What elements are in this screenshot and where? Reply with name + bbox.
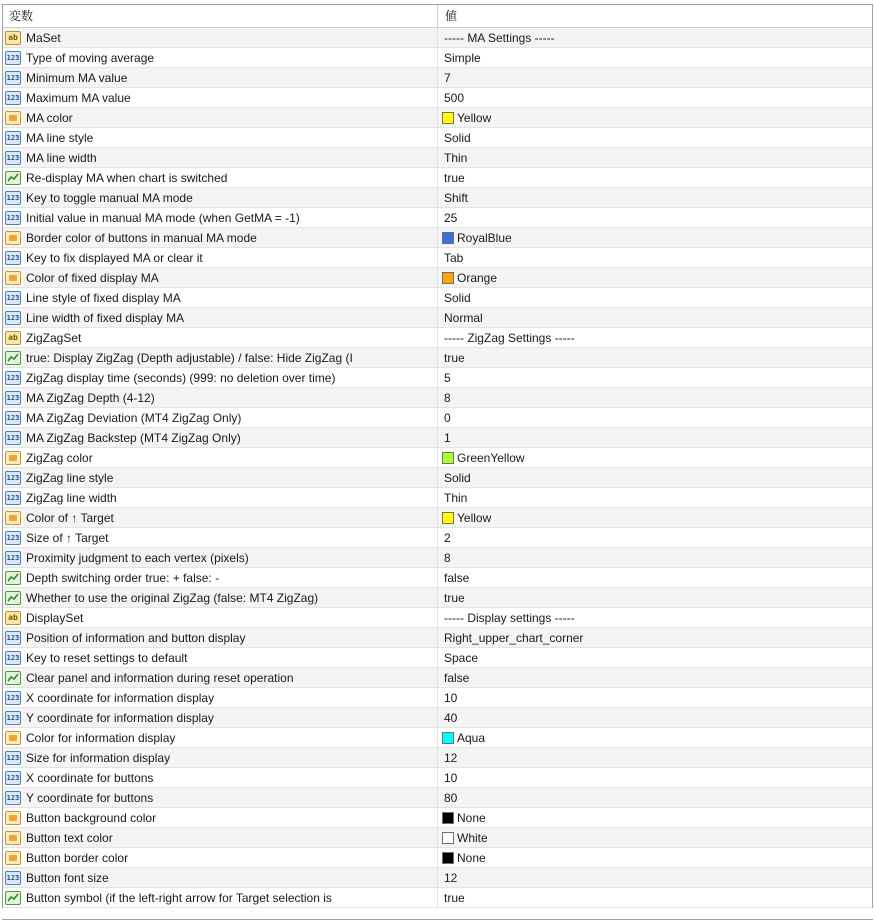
table-row[interactable]: [3, 68, 872, 88]
variable-column-header[interactable]: 変数: [3, 5, 438, 27]
variable-cell[interactable]: [3, 528, 438, 547]
table-row[interactable]: [3, 348, 872, 368]
variable-cell[interactable]: [3, 488, 438, 507]
table-row[interactable]: [3, 768, 872, 788]
table-row[interactable]: [3, 628, 872, 648]
table-row[interactable]: [3, 468, 872, 488]
variable-cell[interactable]: [3, 188, 438, 207]
variable-value: 80: [444, 790, 458, 805]
number-type-icon: 123: [5, 531, 21, 545]
value-cell[interactable]: [438, 388, 872, 407]
value-cell[interactable]: [438, 708, 872, 727]
variable-cell[interactable]: [3, 328, 438, 347]
variable-value: Thin: [444, 490, 468, 505]
color-type-icon: [5, 231, 21, 245]
table-row[interactable]: [3, 508, 872, 528]
value-cell[interactable]: [438, 408, 872, 427]
table-row[interactable]: [3, 208, 872, 228]
variable-name: DisplaySet: [26, 610, 84, 625]
bool-type-icon: [5, 591, 21, 605]
variable-cell[interactable]: [3, 348, 438, 367]
variable-name: Size for information display: [26, 750, 171, 765]
number-type-icon: 123: [5, 771, 21, 785]
value-cell[interactable]: [438, 448, 872, 467]
variable-cell[interactable]: [3, 708, 438, 727]
variable-cell[interactable]: [3, 688, 438, 707]
value-column-header[interactable]: 値: [445, 9, 458, 23]
variable-value: Right_upper_chart_corner: [444, 630, 584, 645]
variable-name: Button background color: [26, 810, 157, 825]
variable-value: 8: [444, 550, 451, 565]
value-cell[interactable]: [438, 468, 872, 487]
color-swatch: [442, 112, 454, 124]
variable-cell[interactable]: [3, 848, 438, 867]
variable-value: 10: [444, 770, 458, 785]
variable-value: None: [457, 850, 486, 865]
variable-cell[interactable]: [3, 648, 438, 667]
number-type-icon: 123: [5, 51, 21, 65]
variable-value: 25: [444, 210, 458, 225]
variable-name: Depth switching order true: + false: -: [26, 570, 220, 585]
number-type-icon: 123: [5, 631, 21, 645]
variable-name: Proximity judgment to each vertex (pixels): [26, 550, 249, 565]
variable-cell[interactable]: [3, 808, 438, 827]
table-bottom-border: [2, 919, 873, 920]
table-row[interactable]: [3, 868, 872, 888]
string-type-icon: ab: [5, 611, 21, 625]
number-type-icon: 123: [5, 431, 21, 445]
table-row[interactable]: [3, 668, 872, 688]
variable-value: ----- Display settings -----: [444, 610, 575, 625]
variable-value: RoyalBlue: [457, 230, 512, 245]
color-type-icon: [5, 831, 21, 845]
value-cell[interactable]: [438, 308, 872, 327]
table-row[interactable]: [3, 828, 872, 848]
color-type-icon: [5, 511, 21, 525]
value-cell[interactable]: [438, 288, 872, 307]
color-type-icon: [5, 271, 21, 285]
variable-name: X coordinate for buttons: [26, 770, 154, 785]
number-type-icon: 123: [5, 791, 21, 805]
string-type-icon: ab: [5, 31, 21, 45]
value-cell[interactable]: [438, 68, 872, 87]
color-swatch: [442, 832, 454, 844]
table-row[interactable]: [3, 728, 872, 748]
variable-value: Solid: [444, 130, 471, 145]
variable-cell[interactable]: [3, 308, 438, 327]
bool-type-icon: [5, 891, 21, 905]
value-cell[interactable]: [438, 188, 872, 207]
variable-value: true: [444, 350, 465, 365]
table-row[interactable]: [3, 588, 872, 608]
variable-name: Color of ↑ Target: [26, 510, 114, 525]
table-row[interactable]: [3, 748, 872, 768]
table-row[interactable]: [3, 488, 872, 508]
variable-value: true: [444, 890, 465, 905]
table-row[interactable]: [3, 688, 872, 708]
variable-name: true: Display ZigZag (Depth adjustable) / false: Hide ZigZag (I: [26, 350, 353, 365]
number-type-icon: 123: [5, 751, 21, 765]
variable-value: Yellow: [457, 510, 492, 525]
variable-name: Position of information and button display: [26, 630, 246, 645]
variable-name: Border color of buttons in manual MA mode: [26, 230, 257, 245]
value-cell[interactable]: [438, 788, 872, 807]
variable-name: Line style of fixed display MA: [26, 290, 181, 305]
value-cell[interactable]: [438, 568, 872, 587]
variable-name: MA ZigZag Backstep (MT4 ZigZag Only): [26, 430, 241, 445]
variable-name: Button font size: [26, 870, 109, 885]
variable-value: Solid: [444, 290, 471, 305]
value-cell[interactable]: [438, 728, 872, 747]
table-row[interactable]: [3, 848, 872, 868]
table-row[interactable]: [3, 888, 872, 908]
variable-value: None: [457, 810, 486, 825]
variable-cell[interactable]: [3, 208, 438, 227]
variable-cell[interactable]: [3, 888, 438, 907]
variable-value: White: [457, 830, 488, 845]
variable-cell[interactable]: [3, 128, 438, 147]
variable-cell[interactable]: [3, 828, 438, 847]
number-type-icon: 123: [5, 551, 21, 565]
variable-cell[interactable]: [3, 548, 438, 567]
variable-cell[interactable]: [3, 608, 438, 627]
value-cell[interactable]: [438, 88, 872, 107]
variable-name: MA line style: [26, 130, 94, 145]
variable-value: Shift: [444, 190, 469, 205]
value-cell[interactable]: [438, 648, 872, 667]
value-cell[interactable]: [438, 868, 872, 887]
variable-name: ZigZag line width: [26, 490, 117, 505]
variable-value: false: [444, 570, 470, 585]
variable-cell[interactable]: [3, 768, 438, 787]
variable-cell[interactable]: [3, 168, 438, 187]
number-type-icon: 123: [5, 211, 21, 225]
number-type-icon: 123: [5, 391, 21, 405]
variable-cell[interactable]: [3, 28, 438, 47]
variable-name: X coordinate for information display: [26, 690, 215, 705]
table-body: [3, 28, 872, 908]
number-type-icon: 123: [5, 491, 21, 505]
color-swatch: [442, 232, 454, 244]
variable-value: 8: [444, 390, 451, 405]
value-cell[interactable]: [438, 688, 872, 707]
variable-value: 10: [444, 690, 458, 705]
table-row[interactable]: [3, 48, 872, 68]
variable-cell[interactable]: [3, 448, 438, 467]
value-cell[interactable]: [438, 208, 872, 227]
variable-cell[interactable]: [3, 228, 438, 247]
value-cell[interactable]: [438, 168, 872, 187]
variable-value: false: [444, 670, 470, 685]
value-cell[interactable]: [438, 28, 872, 47]
number-type-icon: 123: [5, 311, 21, 325]
color-swatch: [442, 732, 454, 744]
variable-value: 1: [444, 430, 451, 445]
number-type-icon: 123: [5, 691, 21, 705]
color-swatch: [442, 452, 454, 464]
number-type-icon: 123: [5, 291, 21, 305]
value-cell[interactable]: [438, 528, 872, 547]
table-row[interactable]: [3, 308, 872, 328]
variable-name: MA color: [26, 110, 73, 125]
variable-name: Line width of fixed display MA: [26, 310, 185, 325]
number-type-icon: 123: [5, 191, 21, 205]
table-row[interactable]: [3, 248, 872, 268]
number-type-icon: 123: [5, 871, 21, 885]
value-cell[interactable]: [438, 548, 872, 567]
variable-name: ZigZag color: [26, 450, 93, 465]
number-type-icon: 123: [5, 711, 21, 725]
variable-name: Y coordinate for buttons: [26, 790, 154, 805]
variable-value: GreenYellow: [457, 450, 525, 465]
variable-name: Key to reset settings to default: [26, 650, 188, 665]
table-row[interactable]: [3, 408, 872, 428]
variable-cell[interactable]: [3, 428, 438, 447]
variable-value: 5: [444, 370, 451, 385]
value-cell[interactable]: [438, 628, 872, 647]
variable-name: Re-display MA when chart is switched: [26, 170, 228, 185]
value-cell[interactable]: [438, 748, 872, 767]
value-cell[interactable]: [438, 268, 872, 287]
variable-name: ZigZagSet: [26, 330, 82, 345]
table-row[interactable]: [3, 128, 872, 148]
variable-value: 0: [444, 410, 451, 425]
table-row[interactable]: [3, 648, 872, 668]
color-type-icon: [5, 451, 21, 465]
variable-name: Key to fix displayed MA or clear it: [26, 250, 203, 265]
value-cell[interactable]: [438, 768, 872, 787]
variable-value: 12: [444, 750, 458, 765]
variable-value: Simple: [444, 50, 481, 65]
table-row[interactable]: [3, 368, 872, 388]
variable-name: Initial value in manual MA mode (when GetMA = -1): [26, 210, 300, 225]
variable-cell[interactable]: [3, 368, 438, 387]
table-row[interactable]: [3, 788, 872, 808]
number-type-icon: 123: [5, 71, 21, 85]
number-type-icon: 123: [5, 91, 21, 105]
variable-name: MA ZigZag Deviation (MT4 ZigZag Only): [26, 410, 242, 425]
table-row[interactable]: [3, 608, 872, 628]
variable-cell[interactable]: [3, 868, 438, 887]
table-row[interactable]: [3, 428, 872, 448]
value-cell[interactable]: [438, 148, 872, 167]
color-type-icon: [5, 731, 21, 745]
variable-cell[interactable]: [3, 668, 438, 687]
variable-cell[interactable]: [3, 568, 438, 587]
table-row[interactable]: [3, 568, 872, 588]
number-type-icon: 123: [5, 651, 21, 665]
variable-name: Color of fixed display MA: [26, 270, 159, 285]
string-type-icon: ab: [5, 331, 21, 345]
variable-value: 12: [444, 870, 458, 885]
variable-name: Minimum MA value: [26, 70, 128, 85]
variable-cell[interactable]: [3, 268, 438, 287]
variable-cell[interactable]: [3, 88, 438, 107]
number-type-icon: 123: [5, 411, 21, 425]
value-cell[interactable]: [438, 668, 872, 687]
value-cell[interactable]: [438, 888, 872, 907]
variable-name: Maximum MA value: [26, 90, 131, 105]
variable-cell[interactable]: [3, 248, 438, 267]
variable-cell[interactable]: [3, 48, 438, 67]
value-cell[interactable]: [438, 328, 872, 347]
value-cell[interactable]: [438, 588, 872, 607]
variable-name: Button symbol (if the left-right arrow for Target selection is: [26, 890, 332, 905]
table-row[interactable]: [3, 388, 872, 408]
value-cell[interactable]: [438, 128, 872, 147]
color-type-icon: [5, 111, 21, 125]
variable-cell[interactable]: [3, 68, 438, 87]
value-cell[interactable]: [438, 428, 872, 447]
variable-cell[interactable]: [3, 508, 438, 527]
number-type-icon: 123: [5, 471, 21, 485]
table-row[interactable]: [3, 268, 872, 288]
variable-value: ----- MA Settings -----: [444, 30, 555, 45]
bool-type-icon: [5, 671, 21, 685]
variable-cell[interactable]: [3, 728, 438, 747]
variable-value: Aqua: [457, 730, 486, 745]
variable-name: Size of ↑ Target: [26, 530, 109, 545]
color-swatch: [442, 852, 454, 864]
variable-value: Yellow: [457, 110, 492, 125]
variable-cell[interactable]: [3, 148, 438, 167]
variable-name: Key to toggle manual MA mode: [26, 190, 193, 205]
variable-value: true: [444, 170, 465, 185]
color-swatch: [442, 812, 454, 824]
variable-value: Normal: [444, 310, 483, 325]
variable-name: Y coordinate for information display: [26, 710, 214, 725]
variable-name: Whether to use the original ZigZag (false: MT4 ZigZag): [26, 590, 319, 605]
variable-cell[interactable]: [3, 408, 438, 427]
variable-value: Thin: [444, 150, 468, 165]
value-cell[interactable]: [438, 828, 872, 847]
variable-cell[interactable]: [3, 748, 438, 767]
variable-cell[interactable]: [3, 628, 438, 647]
value-cell[interactable]: [438, 508, 872, 527]
variable-value: true: [444, 590, 465, 605]
table-row[interactable]: [3, 808, 872, 828]
variable-name: ZigZag line style: [26, 470, 114, 485]
value-cell[interactable]: [438, 228, 872, 247]
variable-cell[interactable]: [3, 288, 438, 307]
table-row[interactable]: [3, 168, 872, 188]
variable-cell[interactable]: [3, 788, 438, 807]
variable-name: Button border color: [26, 850, 129, 865]
table-header: [3, 5, 872, 28]
value-cell[interactable]: [438, 368, 872, 387]
variable-name: Clear panel and information during reset operation: [26, 670, 294, 685]
variable-value: 2: [444, 530, 451, 545]
table-row[interactable]: [3, 228, 872, 248]
variable-value: Space: [444, 650, 479, 665]
table-row[interactable]: [3, 148, 872, 168]
variable-cell[interactable]: [3, 588, 438, 607]
variable-cell[interactable]: [3, 388, 438, 407]
number-type-icon: 123: [5, 251, 21, 265]
table-row[interactable]: [3, 188, 872, 208]
value-cell[interactable]: [438, 248, 872, 267]
bool-type-icon: [5, 351, 21, 365]
value-cell[interactable]: [438, 488, 872, 507]
bool-type-icon: [5, 171, 21, 185]
color-swatch: [442, 512, 454, 524]
variable-value: Tab: [444, 250, 464, 265]
inputs-table: [2, 4, 873, 908]
color-swatch: [442, 272, 454, 284]
number-type-icon: 123: [5, 131, 21, 145]
value-cell[interactable]: [438, 348, 872, 367]
variable-name: ZigZag display time (seconds) (999: no deletion over time): [26, 370, 336, 385]
table-row[interactable]: [3, 548, 872, 568]
color-type-icon: [5, 811, 21, 825]
bool-type-icon: [5, 571, 21, 585]
value-cell[interactable]: [438, 108, 872, 127]
value-cell[interactable]: [438, 48, 872, 67]
table-row[interactable]: [3, 108, 872, 128]
variable-name: Type of moving average: [26, 50, 155, 65]
value-cell[interactable]: [438, 808, 872, 827]
variable-name: MaSet: [26, 30, 61, 45]
value-cell[interactable]: [438, 608, 872, 627]
variable-value: Solid: [444, 470, 471, 485]
table-row[interactable]: [3, 708, 872, 728]
variable-cell[interactable]: [3, 108, 438, 127]
variable-name: Color for information display: [26, 730, 176, 745]
color-type-icon: [5, 851, 21, 865]
number-type-icon: 123: [5, 371, 21, 385]
variable-name: MA line width: [26, 150, 97, 165]
variable-value: Orange: [457, 270, 498, 285]
value-cell[interactable]: [438, 848, 872, 867]
variable-value: 40: [444, 710, 458, 725]
number-type-icon: 123: [5, 151, 21, 165]
table-row[interactable]: [3, 88, 872, 108]
variable-value: ----- ZigZag Settings -----: [444, 330, 575, 345]
variable-name: Button text color: [26, 830, 113, 845]
variable-name: MA ZigZag Depth (4-12): [26, 390, 155, 405]
variable-cell[interactable]: [3, 468, 438, 487]
table-row[interactable]: [3, 288, 872, 308]
table-row[interactable]: [3, 328, 872, 348]
table-row[interactable]: [3, 448, 872, 468]
variable-value: 500: [444, 90, 465, 105]
table-row[interactable]: [3, 28, 872, 48]
table-row[interactable]: [3, 528, 872, 548]
variable-value: 7: [444, 70, 451, 85]
